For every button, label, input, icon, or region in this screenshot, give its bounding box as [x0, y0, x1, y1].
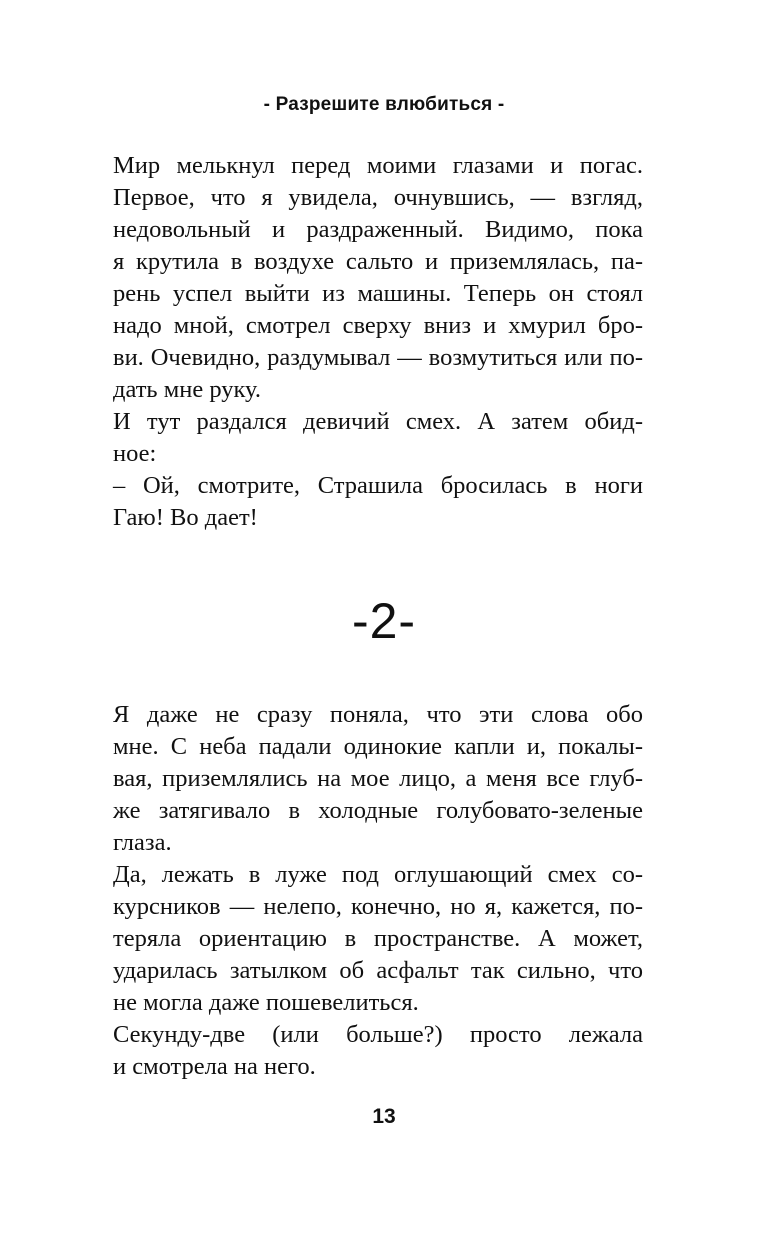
text-block-section-two — [113, 699, 643, 1083]
text-line: курсников — нелепо, конечно, но я, кажется, по- — [113, 893, 643, 920]
text-line: ударилась затылком об асфальт так сильно, что — [113, 957, 643, 984]
text-line: Я даже не сразу поняла, что эти слова обо — [113, 701, 643, 728]
page-number: 13 — [372, 1105, 396, 1128]
text-line: недовольный и раздраженный. Видимо, пока — [113, 216, 643, 243]
running-head: - Разрешите влюбиться - — [263, 94, 505, 115]
text-line: Да, лежать в луже под оглушающий смех со- — [113, 861, 643, 888]
text-line: я крутила в воздухе сальто и приземлялась, па- — [113, 248, 643, 275]
text-line: дать мне руку. — [113, 376, 261, 403]
text-line: Секунду-две (или больше?) просто лежала — [113, 1021, 643, 1048]
text-line: же затягивало в холодные голубовато-зеленые — [113, 797, 643, 824]
text-line: ви. Очевидно, раздумывал — возмутиться или по- — [113, 344, 643, 371]
text-line: надо мной, смотрел сверху вниз и хмурил бро- — [113, 312, 643, 339]
text-line: И тут раздался девичий смех. А затем обид- — [113, 408, 643, 435]
text-line: Первое, что я увидела, очнувшись, — взгляд, — [113, 184, 643, 211]
text-line: и смотрела на него. — [113, 1053, 316, 1080]
text-line: мне. С неба падали одинокие капли и, покалы- — [113, 733, 643, 760]
chapter-number: -2- — [351, 593, 417, 649]
text-line: Гаю! Во дает! — [113, 504, 258, 531]
text-line: ное: — [113, 440, 157, 467]
text-line: рень успел выйти из машины. Теперь он стоял — [113, 280, 643, 307]
text-line: Мир мелькнул перед моими глазами и погас. — [113, 152, 643, 179]
text-line: глаза. — [113, 829, 172, 856]
text-block-section-one — [113, 150, 643, 534]
text-line: теряла ориентацию в пространстве. А может, — [113, 925, 643, 952]
text-line: вая, приземлялись на мое лицо, а меня все глуб- — [113, 765, 643, 792]
text-line: – Ой, смотрите, Страшила бросилась в ноги — [113, 472, 643, 499]
text-line: не могла даже пошевелиться. — [113, 989, 419, 1016]
